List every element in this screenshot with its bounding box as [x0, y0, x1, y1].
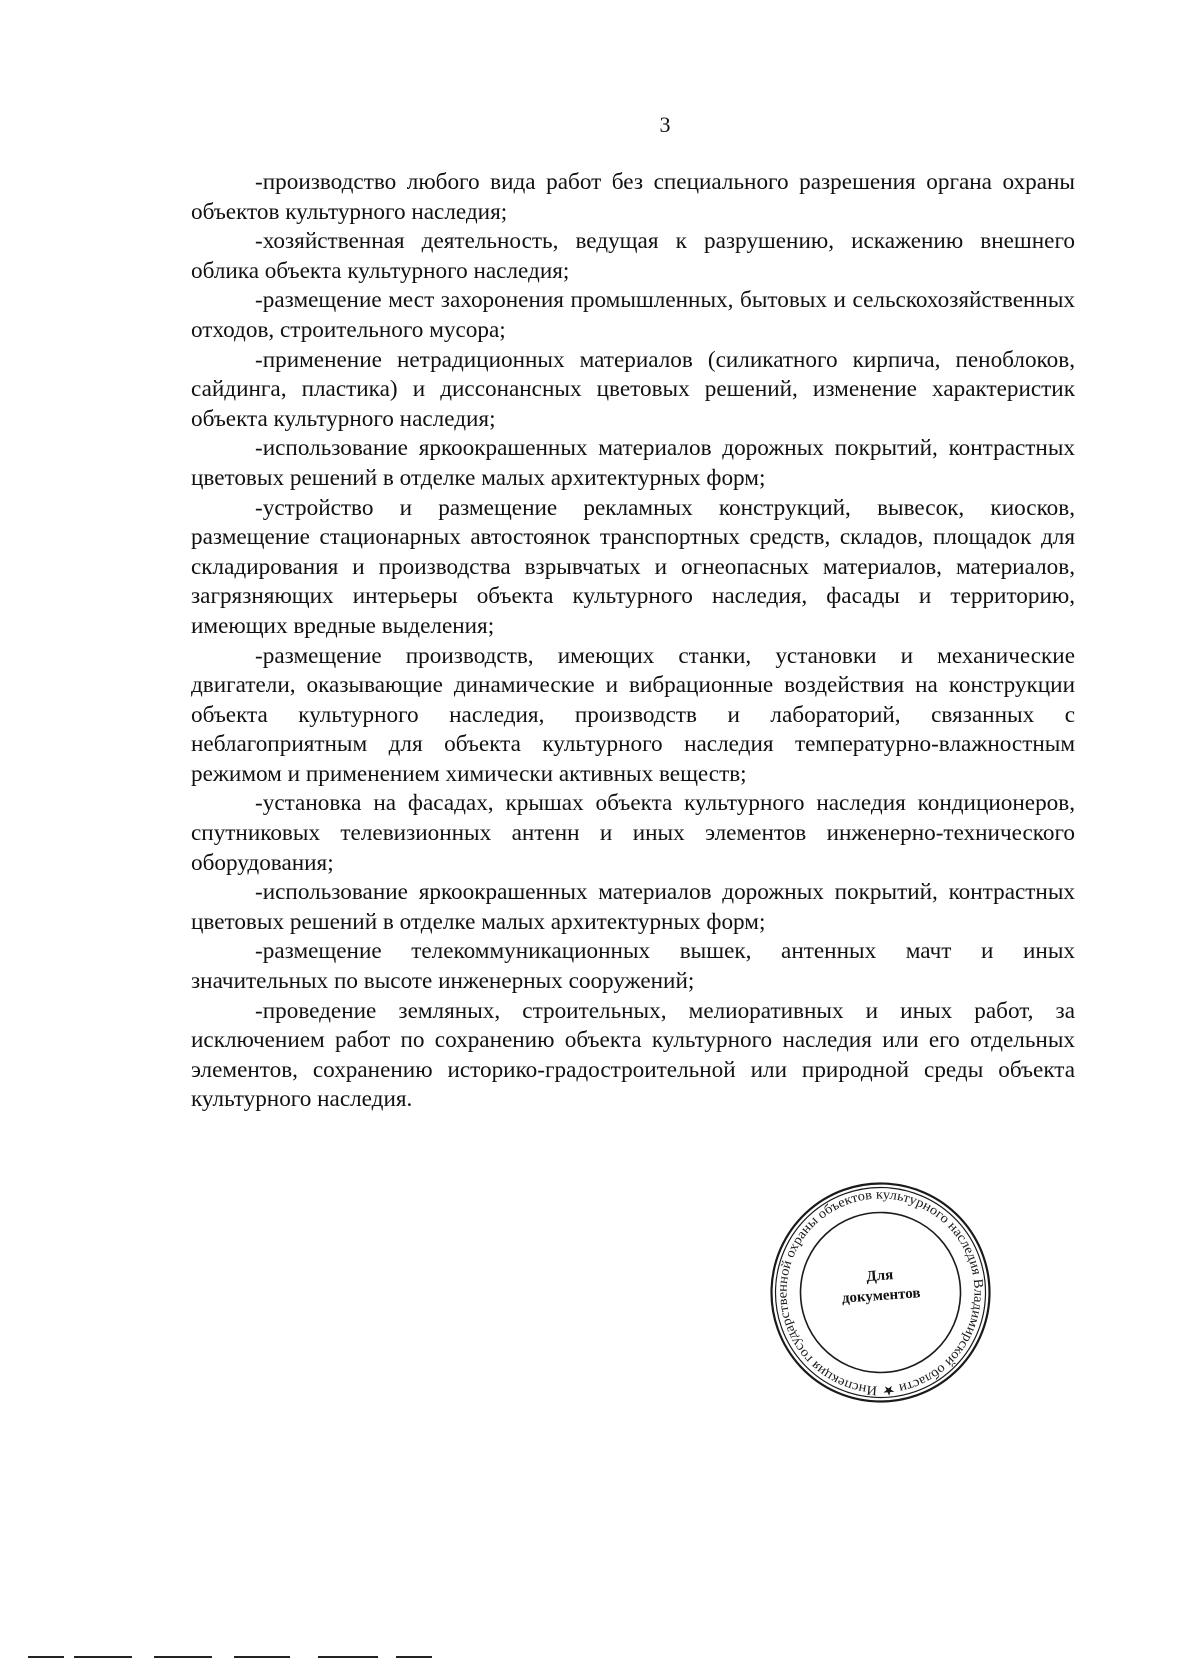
footer-dash — [28, 1656, 64, 1658]
paragraph-8: -установка на фасадах, крышах объекта культурного наследия кондиционеров, спутниковых телевизионных антенн и иных элементов инженерно-технического оборудования; — [191, 790, 1075, 876]
paragraph-6: -устройство и размещение рекламных конструкций, вывесок, киосков, размещение стационарных автостоянок транспортных средств, складов, площадок для складирования и производства взрывчатых и огнеопасных материалов, материалов, загрязняющих интерьеры объекта культурного наследия, фасады и территорию, имеющих вредные выделения; — [191, 494, 1075, 639]
stamp-center-line-2: документов — [841, 1285, 922, 1307]
footer-scan-dashes — [28, 1656, 468, 1659]
footer-dash — [234, 1656, 290, 1658]
paragraph-10: -размещение телекоммуникационных вышек, антенных мачт и иных значительных по высоте инженерных сооружений; — [191, 938, 1075, 995]
footer-dash — [74, 1656, 132, 1658]
stamp-center-line-1: Для — [865, 1267, 894, 1285]
paragraph-1: -производство любого вида работ без специального разрешения органа охраны объектов культурного наследия; — [191, 169, 1075, 225]
paragraph-4: -применение нетрадиционных материалов (силикатного кирпича, пеноблоков, сайдинга, пластика) и диссонансных цветовых решений, изменение характеристик объекта культурного наследия; — [191, 346, 1075, 432]
paragraph-3: -размещение мест захоронения промышленных, бытовых и сельскохозяйственных отходов, строительного мусора; — [191, 287, 1075, 343]
paragraph-11: -проведение земляных, строительных, мелиоративных и иных работ, за исключением работ по сохранению объекта культурного наследия или его отдельных элементов, сохранению историко-градостроительной или природной среды объекта культурного наследия. — [191, 997, 1075, 1113]
footer-dash — [154, 1656, 212, 1658]
stamp-ring-text: Инспекция государственной охраны объектов культурного наследия Владимирской области ★ — [774, 1186, 987, 1399]
paragraph-2: -хозяйственная деятельность, ведущая к разрушению, искажению внешнего облика объекта культурного наследия; — [191, 228, 1075, 284]
document-body — [191, 168, 1075, 1115]
footer-dash — [318, 1656, 378, 1658]
footer-dash — [396, 1656, 432, 1658]
page-number: 3 — [659, 112, 671, 137]
official-stamp — [768, 1180, 993, 1405]
paragraph-5: -использование яркоокрашенных материалов дорожных покрытий, контрастных цветовых решений в отделке малых архитектурных форм; — [191, 435, 1075, 491]
paragraph-7: -размещение производств, имеющих станки, установки и механические двигатели, оказывающие динамические и вибрационные воздействия на конструкции объекта культурного наследия, производств и лабораторий, связанных с неблагоприятным для объекта культурного наследия температурно-влажностным режимом и применением химически активных веществ; — [191, 642, 1075, 787]
paragraph-9: -использование яркоокрашенных материалов дорожных покрытий, контрастных цветовых решений в отделке малых архитектурных форм; — [191, 879, 1075, 935]
